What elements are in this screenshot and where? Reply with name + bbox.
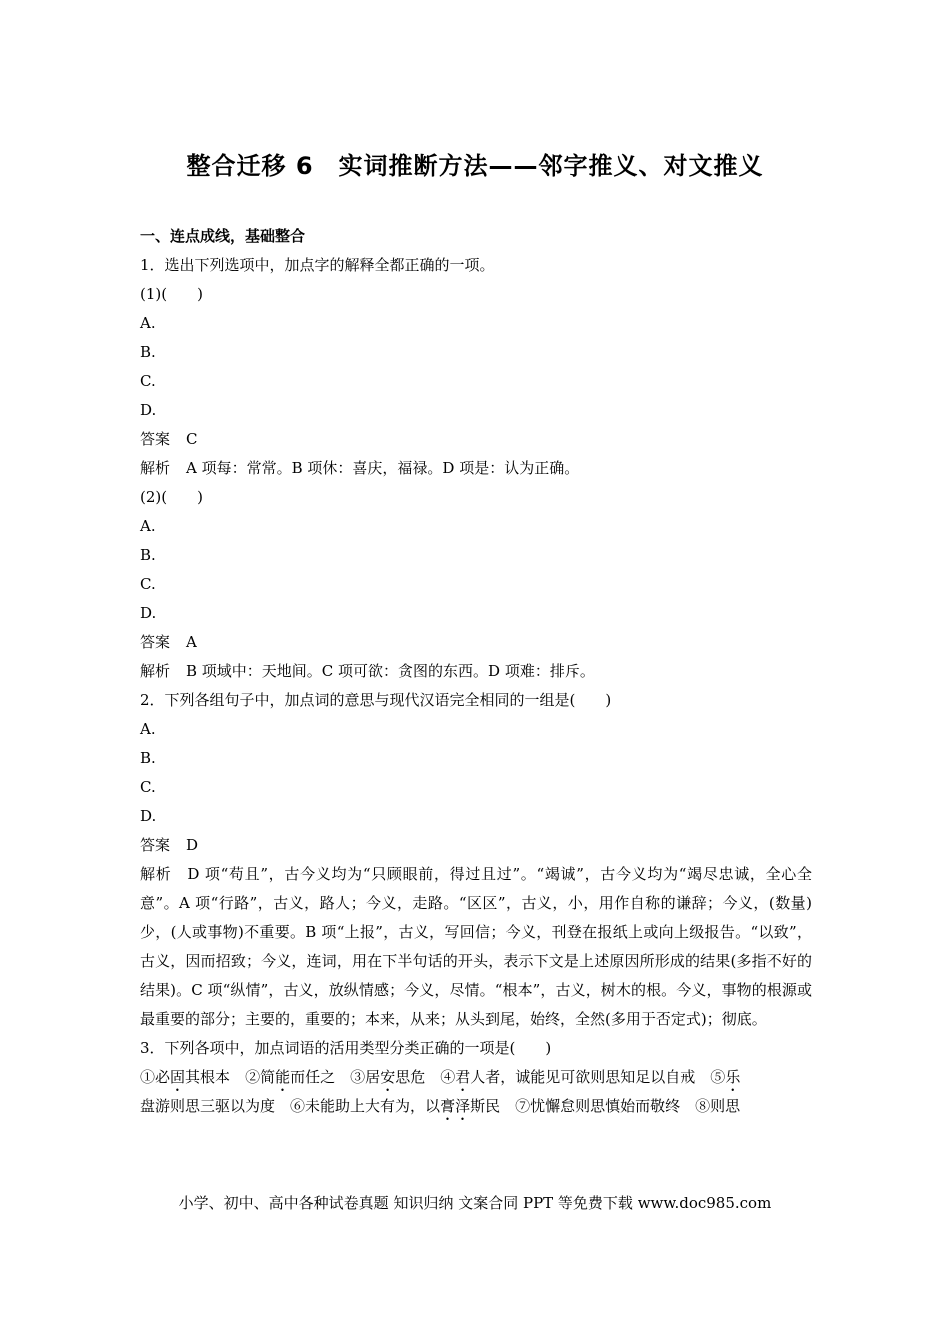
option-c: C. <box>140 575 156 593</box>
answer-label: 答案 <box>140 633 171 651</box>
analysis-text: A 项每：常常。B 项休：喜庆，福禄。D 项是：认为正确。 <box>186 459 580 477</box>
option-d: D. <box>140 807 157 825</box>
answer-row <box>140 628 812 657</box>
answer-value: D <box>186 836 199 854</box>
option-c: C. <box>140 778 156 796</box>
question-1-1-label: (1)( ) <box>140 285 203 303</box>
answer-label: 答案 <box>140 430 171 448</box>
answer-value: A <box>186 633 197 651</box>
analysis-text: D 项“苟且”，古今义均为“只顾眼前，得过且过”。“竭诚”，古今义均为“竭尽忠诚，全心全意”。A 项“行路”，古义，路人；今义，走路。“区区”，古义，小，用作自称的谦辞；今义，(数量)少，(人或事物)不重要。B 项“上报”，古义，写回信；今义，刊登在报纸上或向上级报告。“以致”，古义，因而招致；今义，连词，用在下半句话的开头，表示下文是上述原因所形成的结果(多指不好的结果)。C 项“纵情”，古义，放纵情感；今义，尽情。“根本”，古义，树木的根。今义，事物的根源或最重要的部分；主要的，重要的；本来，从来；从头到尾，始终，全然(多用于否定式)；彻底。 <box>140 865 812 1028</box>
analysis-label: 解析 <box>140 459 171 477</box>
question-3-items-line-1: ①必固其根本 ②简能而任之 ③居安思危 ④君人者，诚能见可欲则思知足以自戒 ⑤乐 <box>140 1068 741 1086</box>
option-b: B. <box>140 343 156 361</box>
page-footer: 小学、初中、高中各种试卷真题 知识归纳 文案合同 PPT 等免费下载 www.doc985.com <box>178 1194 772 1212</box>
option-a: A. <box>140 720 156 738</box>
analysis-label: 解析 <box>140 865 172 883</box>
dotted-char: 膏泽 <box>440 1097 471 1115</box>
dotted-char: 君 <box>455 1068 471 1086</box>
analysis-text: B 项域中：天地间。C 项可欲：贪图的东西。D 项难：排斥。 <box>186 662 595 680</box>
analysis-paragraph <box>140 860 812 1034</box>
question-3-items-line-2: 盘游则思三驱以为度 ⑥未能助上大有为，以膏泽斯民 ⑦忧懈怠则思慎始而敬终 ⑧则思 <box>140 1097 741 1115</box>
answer-row <box>140 425 812 454</box>
answer-row <box>140 831 812 860</box>
dotted-char: 安 <box>380 1068 396 1086</box>
option-c: C. <box>140 372 156 390</box>
analysis-row <box>140 454 812 483</box>
dotted-char: 能 <box>275 1068 291 1086</box>
analysis-row <box>140 657 812 686</box>
option-a: A. <box>140 517 156 535</box>
option-a: A. <box>140 314 156 332</box>
dotted-char: 固 <box>170 1068 186 1086</box>
document-body <box>140 222 812 1121</box>
option-b: B. <box>140 749 156 767</box>
option-d: D. <box>140 401 157 419</box>
option-b: B. <box>140 546 156 564</box>
option-d: D. <box>140 604 157 622</box>
page-title: 整合迁移 6 实词推断方法——邻字推义、对文推义 <box>186 152 764 180</box>
question-2-stem: 2．下列各组句子中，加点词的意思与现代汉语完全相同的一组是( ) <box>140 691 612 709</box>
answer-value: C <box>186 430 198 448</box>
answer-label: 答案 <box>140 836 171 854</box>
question-1-2-label: (2)( ) <box>140 488 203 506</box>
section-heading: 一、连点成线，基础整合 <box>140 227 306 245</box>
analysis-label: 解析 <box>140 662 171 680</box>
question-3-stem: 3．下列各项中，加点词语的活用类型分类正确的一项是( ) <box>140 1039 552 1057</box>
question-1-stem: 1．选出下列选项中，加点字的解释全都正确的一项。 <box>140 256 495 274</box>
dotted-char: 乐 <box>725 1068 741 1086</box>
